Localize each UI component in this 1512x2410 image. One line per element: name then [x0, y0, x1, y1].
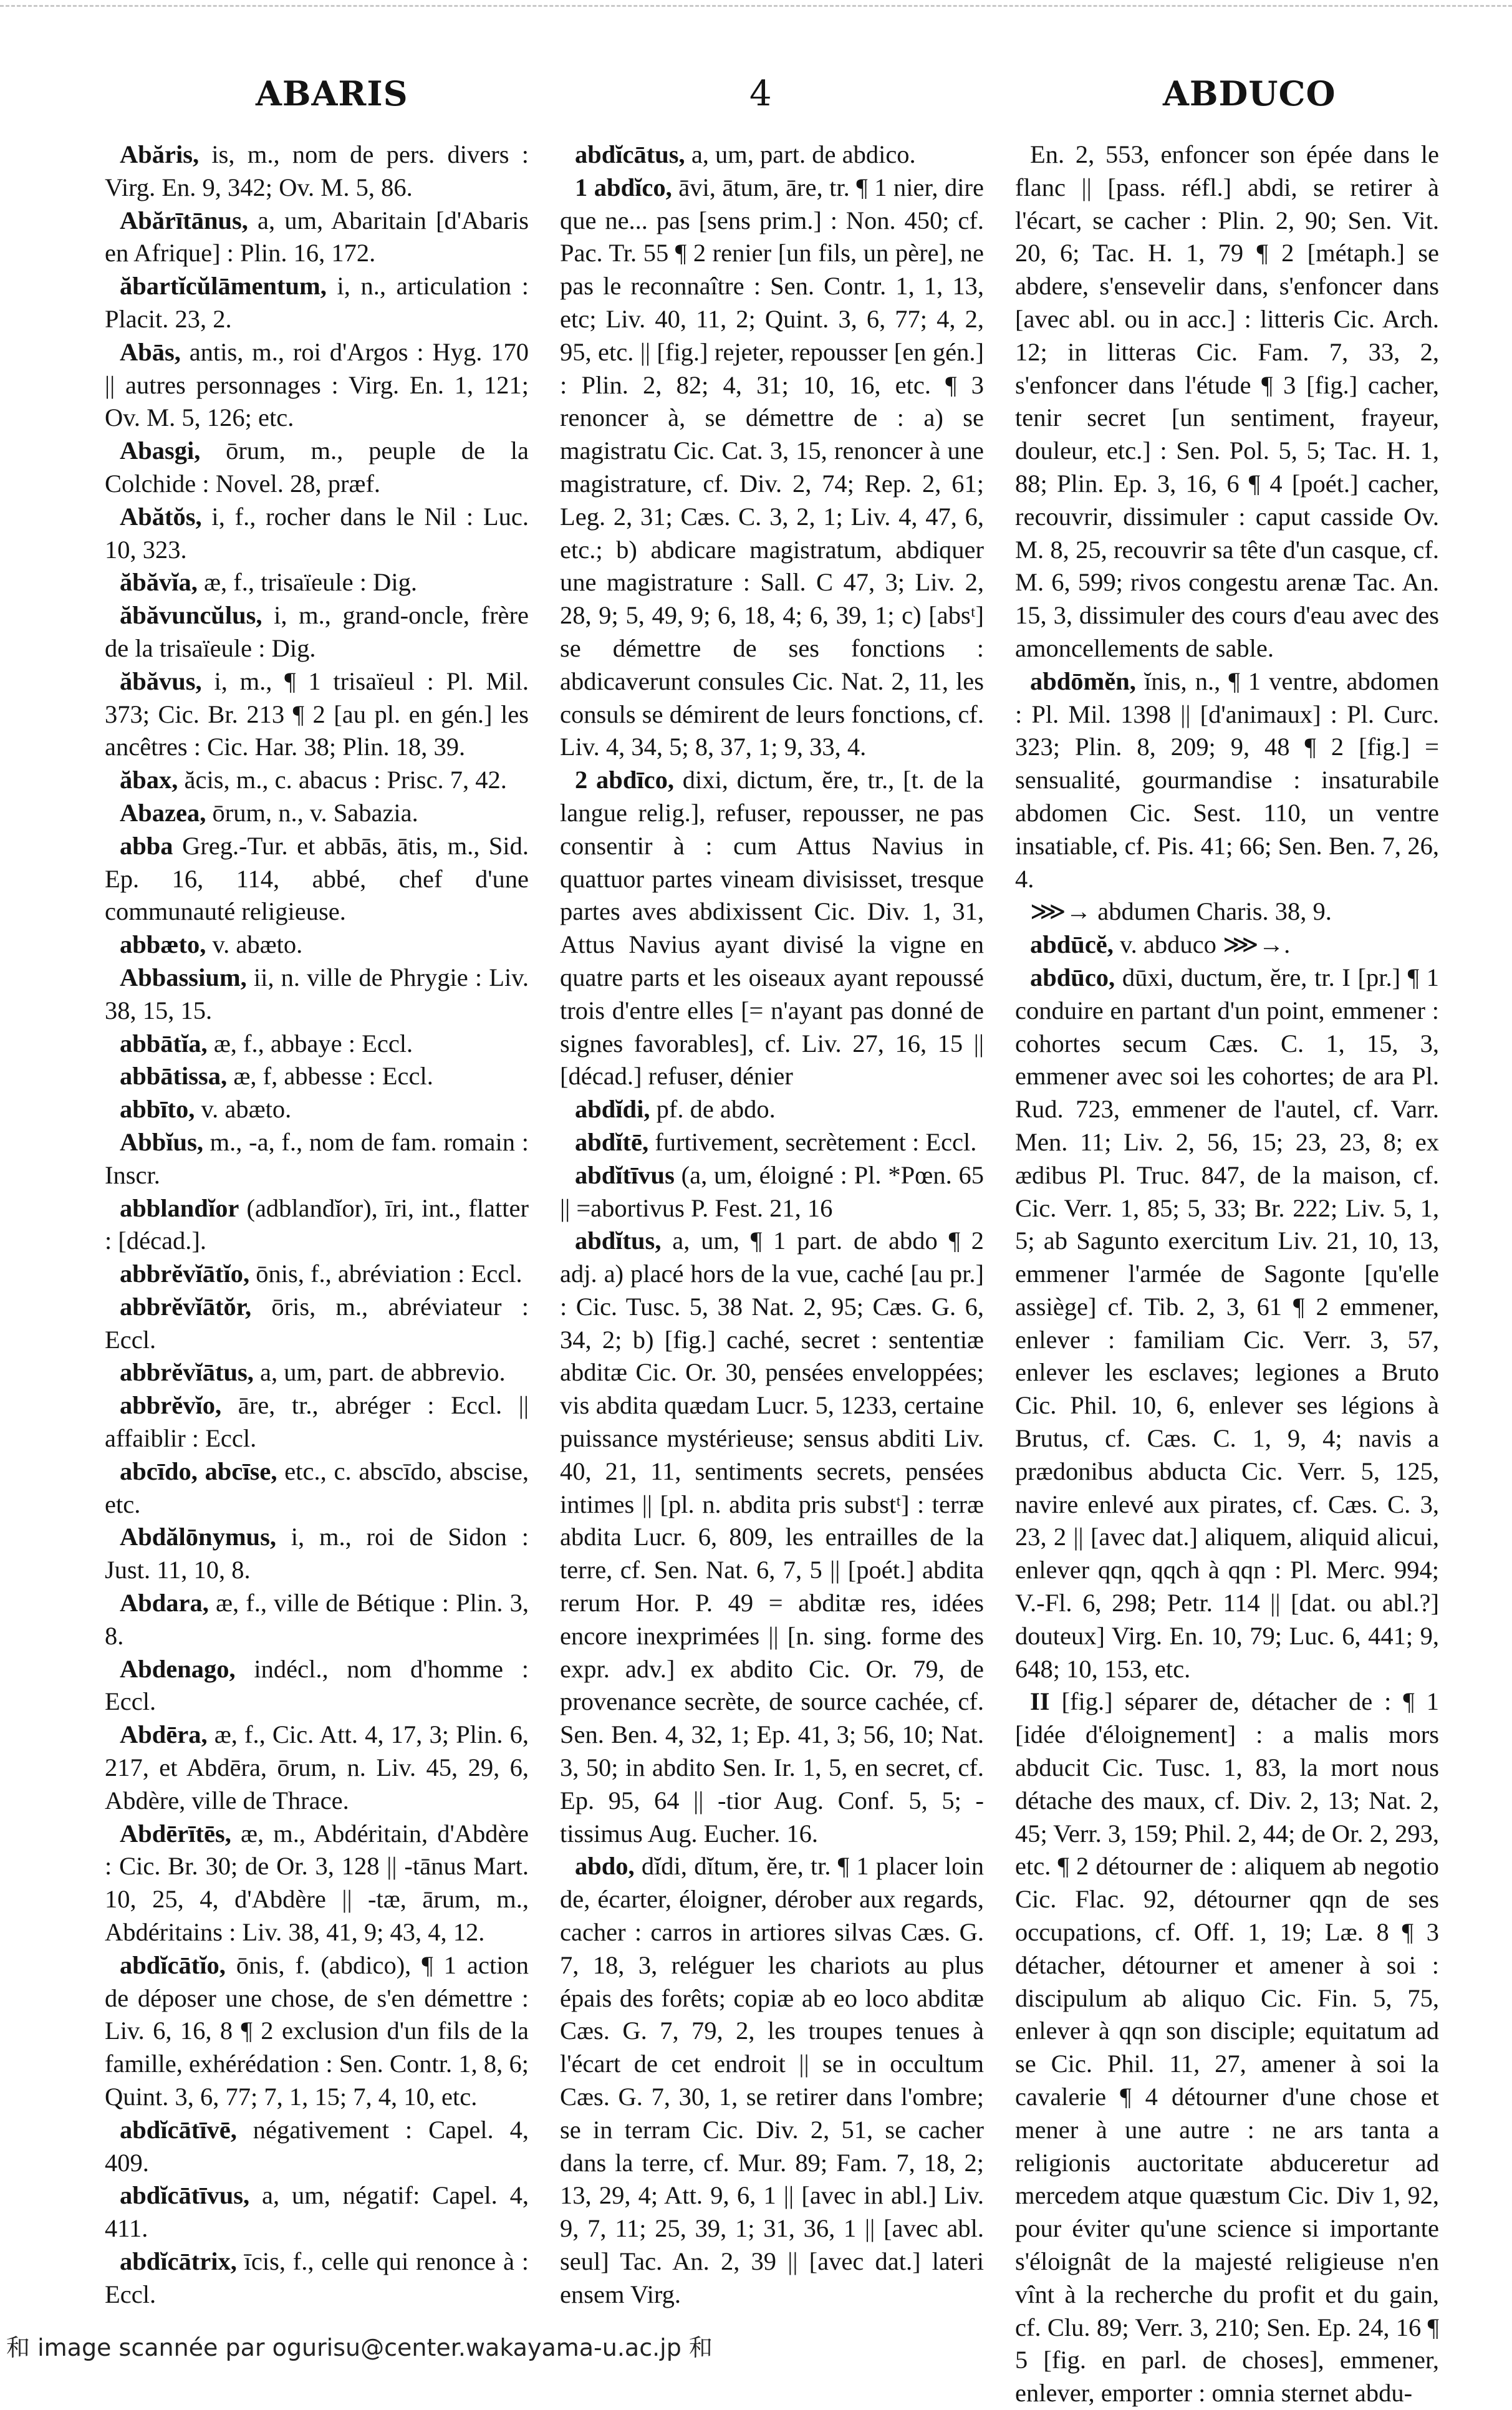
- entry-headword: abdūco,: [1030, 963, 1115, 991]
- dictionary-entry: [1015, 138, 1439, 665]
- entry-definition: ĭnis, n., ¶ 1 ventre, abdomen : Pl. Mil. 1398 || [d'animaux] : Pl. Curc. 323; Plin. 8, 209; 9, 48 ¶ 2 [fig.] = sensualité, gourmandise : insaturabile abdomen Cic. Sest. 110, un ventre insatiable, cf. Pis. 41; 66; Sen. Ben. 7, 26, 4.: [1015, 667, 1439, 893]
- entry-headword: ăbăvuncŭlus,: [120, 601, 262, 630]
- column-2: [560, 138, 985, 2308]
- entry-definition: pf. de abdo.: [650, 1095, 776, 1124]
- entry-definition: i, m., ¶ 1 trisaïeul : Pl. Mil. 373; Cic. Br. 213 ¶ 2 [au pl. en gén.] les ancêtres : Cic. Har. 38; Plin. 18, 39.: [105, 667, 529, 761]
- entry-headword: abdĭtus,: [575, 1227, 662, 1255]
- dictionary-entry: [105, 566, 529, 599]
- entry-definition: a, um, Abaritain [d'Abaris en Afrique] : Plin. 16, 172.: [105, 206, 529, 268]
- entry-headword: Abăris,: [120, 140, 200, 168]
- dictionary-entry: [105, 1389, 529, 1455]
- entry-definition: īcis, f., celle qui renonce à : Eccl.: [105, 2247, 529, 2308]
- entry-definition: ii, n. ville de Phrygie : Liv. 38, 15, 15.: [105, 963, 529, 1024]
- entry-headword: II: [1030, 1687, 1050, 1716]
- entry-headword: abbīto,: [120, 1095, 195, 1124]
- dictionary-entry: [105, 138, 529, 205]
- entry-headword: abbrĕvĭātŏr,: [120, 1292, 252, 1321]
- entry-headword: abdĭcātīvus,: [120, 2181, 250, 2210]
- dictionary-entry: [1015, 962, 1439, 1686]
- entry-headword: abdĭcātus,: [575, 140, 685, 168]
- dictionary-entry: [105, 1126, 529, 1192]
- entry-definition: ōnis, f., abréviation : Eccl.: [249, 1260, 522, 1288]
- dictionary-entry: [105, 928, 529, 962]
- dictionary-entry: [105, 1291, 529, 1357]
- dictionary-entry: [105, 830, 529, 928]
- entry-definition: (a, um, éloigné : Pl. *Pœn. 65 || =abortivus P. Fest. 21, 16: [560, 1160, 984, 1222]
- entry-definition: æ, f., trisaïeule : Dig.: [197, 568, 417, 597]
- entry-definition: dixi, dictum, ĕre, tr., [t. de la langue relig.], refuser, repousser, ne pas consentir à : cum Attus Navius in quattuor partes vineam divisisset, tresque partes aves abdixissent Cic. Div. 1, 31, Attus Navius ayant divisé la vigne en quatre parts et les oiseaux ayant repoussé trois d'entre elles [= n'ayant pas donné de signes favorables], cf. Liv. 27, 16, 15 || [décad.] refuser, dénier: [560, 766, 985, 1091]
- entry-definition: etc., c. abscīdo, abscise, etc.: [105, 1457, 529, 1518]
- running-head-right: ABDUCO: [1163, 74, 1336, 113]
- entry-definition: i, f., rocher dans le Nil : Luc. 10, 323.: [105, 502, 529, 564]
- entry-headword: abbrĕvĭo,: [120, 1391, 222, 1420]
- entry-definition: æ, f., Cic. Att. 4, 17, 3; Plin. 6, 217, et Abdēra, ōrum, n. Liv. 45, 29, 6, Abdère, ville de Thrace.: [105, 1720, 529, 1815]
- page-header: [0, 74, 1512, 142]
- dictionary-entry: [560, 1225, 984, 1850]
- dictionary-entry: [105, 435, 529, 501]
- dictionary-entry: [105, 1258, 529, 1291]
- entry-definition: v. abæto.: [206, 930, 303, 959]
- dictionary-entry: [105, 501, 529, 567]
- entry-definition: ăcis, m., c. abacus : Prisc. 7, 42.: [178, 766, 507, 794]
- entry-headword: abdĭdi,: [575, 1095, 650, 1124]
- dictionary-entry: [105, 1455, 529, 1521]
- dictionary-entry: [105, 797, 529, 830]
- dictionary-entry: [105, 764, 529, 797]
- entry-definition: dĭdi, dĭtum, ĕre, tr. ¶ 1 placer loin de, écarter, éloigner, dérober aux regards, cacher : carros in artiores silvas Cæs. G. 7, 18, 3, reléguer les chariots au plus épais des forêts; copiæ ab eo loco abditæ Cæs. G. 7, 79, 2, les troupes tenues à l'écart de cet endroit || se in occultum Cæs. G. 7, 30, 1, se retirer dans l'ombre; se in terram Cic. Div. 2, 51, se cacher dans la terre, cf. Mur. 89; Fam. 7, 18, 2; 13, 29, 4; Att. 9, 6, 1 || [avec in abl.] Liv. 9, 7, 11; 25, 39, 1; 31, 36, 1 || [avec abl. seul] Tac. An. 2, 39 || [avec dat.] lateri ensem Virg.: [560, 1852, 984, 2308]
- entry-headword: abdĭcātĭo,: [120, 1950, 226, 1979]
- entry-definition: ⋙→ abdumen Charis. 38, 9.: [1030, 897, 1332, 926]
- entry-definition: āvi, ātum, āre, tr. ¶ 1 nier, dire que ne... pas [sens prim.] : Non. 450; cf. Pac. Tr. 55 ¶ 2 renier [un fils, un père], ne pas le reconnaître : Sen. Contr. 1, 1, 13, etc; Liv. 40, 11, 2; Quint. 3, 6, 77; 4, 2, 95, etc. || [fig.] rejeter, repousser [en gén.] : Plin. 2, 82; 4, 31; 10, 16, etc. ¶ 3 renoncer à, se démettre de : a) se magistratu Cic. Cat. 3, 15, renoncer à une magistrature, cf. Div. 2, 74; Rep. 2, 61; Leg. 2, 31; Cæs. C. 3, 2, 1; Liv. 4, 47, 6, etc.; b) abdicare magistratum, abdiquer une magistrature : Sall. C 47, 3; Liv. 2, 28, 9; 5, 49, 9; 6, 18, 4; 6, 39, 1; c) [absᵗ] se démettre de ses fonctions : abdicaverunt consules Cic. Nat. 2, 11, les consuls se démirent de leurs fonctions, cf. Liv. 4, 34, 5; 8, 37, 1; 9, 33, 4.: [560, 173, 985, 761]
- entry-definition: dūxi, ductum, ĕre, tr. I [pr.] ¶ 1 conduire en partant d'un point, emmener : cohortes secum Cæs. C. 1, 15, 3, emmener avec soi les cohortes; de ara Pl. Rud. 723, emmener de l'autel, cf. Varr. Men. 11; Liv. 2, 56, 15; 23, 23, 8; ex ædibus Pl. Truc. 847, de la maison, cf. Cic. Verr. 1, 85; 5, 33; Br. 222; Liv. 5, 1, 5; ab Sagunto exercitum Liv. 21, 10, 13, emmener l'armée de Sagonte [qu'elle assiège] cf. Tib. 2, 3, 61 ¶ 2 emmener, enlever : familiam Cic. Verr. 3, 57, enlever les esclaves; legiones a Bruto Cic. Phil. 10, 6, enlever ses légions à Brutus, cf. Cæs. C. 1, 9, 4; navis a prædonibus abducta Cic. Verr. 5, 125, navire enlevé aux pirates, cf. Cæs. C. 3, 23, 2 || [avec dat.] aliquem, aliquid alicui, enlever qqn, qqch à qqn : Pl. Merc. 994; V.-Fl. 6, 298; Petr. 114 || [dat. ou abl.?] douteux] Virg. En. 10, 79; Luc. 6, 441; 9, 648; 10, 153, etc.: [1015, 963, 1439, 1683]
- dictionary-entry: [560, 1093, 984, 1126]
- dictionary-entry: [105, 1587, 529, 1653]
- dictionary-entry: [105, 962, 529, 1028]
- entry-definition: āre, tr., abréger : Eccl. || affaiblir : Eccl.: [105, 1391, 529, 1453]
- entry-definition: æ, f., abbaye : Eccl.: [207, 1029, 413, 1058]
- running-head-left: ABARIS: [256, 74, 408, 113]
- dictionary-entry: [1015, 928, 1439, 962]
- entry-headword: abdo,: [575, 1852, 635, 1881]
- entry-definition: æ, m., Abdéritain, d'Abdère : Cic. Br. 30; de Or. 3, 128 || -tānus Mart. 10, 25, 4, d'Abdère || -tæ, ārum, m., Abdéritains : Liv. 38, 41, 9; 43, 4, 12.: [105, 1819, 529, 1947]
- page-number: 4: [749, 74, 772, 114]
- entry-definition: indécl., nom d'homme : Eccl.: [105, 1654, 529, 1716]
- dictionary-entry: [105, 1521, 529, 1587]
- entry-headword: Abbĭus,: [120, 1127, 203, 1156]
- dictionary-entry: [1015, 1685, 1439, 2410]
- entry-headword: abcīdo, abcīse,: [120, 1457, 277, 1485]
- dictionary-entry: [105, 2114, 529, 2180]
- entry-definition: antis, m., roi d'Argos : Hyg. 170 || autres personnages : Virg. En. 1, 121; Ov. M. 5, 126; etc.: [105, 337, 529, 432]
- entry-headword: abdĭtē,: [575, 1127, 649, 1156]
- entry-headword: ăbăvus,: [120, 667, 202, 695]
- entry-definition: ōrum, m., peuple de la Colchide : Novel. 28, præf.: [105, 436, 529, 498]
- entry-headword: abdūcĕ,: [1030, 930, 1114, 959]
- entry-headword: Abdenago,: [120, 1654, 236, 1683]
- entry-definition: æ, f, abbesse : Eccl.: [227, 1062, 433, 1091]
- dictionary-entry: [1015, 895, 1439, 928]
- entry-headword: abbæto,: [120, 930, 206, 959]
- dictionary-entry: [105, 1818, 529, 1949]
- entry-headword: Abărītānus,: [120, 206, 248, 234]
- dictionary-entry: [105, 1356, 529, 1389]
- entry-headword: Abdălōnymus,: [120, 1523, 276, 1551]
- dictionary-entry: [1015, 665, 1439, 896]
- entry-headword: 2 abdīco,: [575, 766, 674, 794]
- column-3: [1015, 138, 1439, 2408]
- entry-headword: Abazea,: [120, 798, 206, 827]
- scan-top-rule: [0, 5, 1512, 7]
- dictionary-entry: [105, 665, 529, 764]
- entry-headword: abbātĭa,: [120, 1029, 208, 1058]
- dictionary-entry: [105, 1028, 529, 1061]
- entry-headword: abbātissa,: [120, 1062, 228, 1091]
- dictionary-entry: [560, 764, 984, 1093]
- entry-definition: i, m., roi de Sidon : Just. 11, 10, 8.: [105, 1523, 529, 1584]
- entry-headword: abblandĭor: [120, 1193, 239, 1222]
- entry-definition: a, um, part. de abdico.: [685, 140, 916, 168]
- entry-definition: i, m., grand-oncle, frère de la trisaïeule : Dig.: [105, 601, 529, 662]
- dictionary-entry: [105, 2179, 529, 2245]
- entry-definition: æ, f., ville de Bétique : Plin. 3, 8.: [105, 1589, 529, 1650]
- dictionary-entry: [560, 1126, 984, 1159]
- entry-headword: abba: [120, 831, 173, 860]
- entry-definition: (adblandĭor), īri, int., flatter : [décad.].: [105, 1193, 529, 1255]
- entry-definition: a, um, ¶ 1 part. de abdo ¶ 2 adj. a) placé hors de la vue, caché [au pr.] : Cic. Tusc. 5, 38 Nat. 2, 95; Cæs. G. 6, 34, 2; b) [fig.] caché, secret : sententiæ abditæ Cic. Or. 30, pensées enveloppées; vis abdita quædam Lucr. 5, 1233, certaine puissance mystérieuse; sensus abditi Liv. 40, 21, 11, sentiments secrets, pensées intimes || [pl. n. abdita pris substᵗ] : terræ abdita Lucr. 6, 809, les entrailles de la terre, cf. Sen. Nat. 6, 7, 5 || [poét.] abdita rerum Hor. P. 49 = abditæ res, idées encore inexprimées || [n. sing. forme des expr. adv.] ex abdito Cic. Or. 79, de provenance secrète, de source cachée, cf. Sen. Ben. 4, 32, 1; Ep. 41, 3; 56, 10; Nat. 3, 50; in abdito Sen. Ir. 1, 5, en secret, cf. Ep. 95, 64 || -tior Aug. Conf. 5, 5; -tissimus Aug. Eucher. 16.: [560, 1227, 984, 1848]
- entry-definition: i, n., articulation : Placit. 23, 2.: [105, 272, 529, 333]
- dictionary-entry: [105, 599, 529, 665]
- entry-headword: Abdara,: [120, 1589, 209, 1617]
- dictionary-entry: [105, 270, 529, 336]
- dictionary-entry: [105, 1949, 529, 2114]
- entry-headword: abbrĕvĭātĭo,: [120, 1260, 250, 1288]
- entry-definition: a, um, part. de abbrevio.: [253, 1358, 506, 1387]
- dictionary-entry: [105, 336, 529, 435]
- entry-headword: Abās,: [120, 337, 181, 366]
- entry-definition: v. abæto.: [195, 1095, 292, 1124]
- entry-definition: ōris, m., abréviateur : Eccl.: [105, 1292, 529, 1354]
- entry-headword: abdōmĕn,: [1030, 667, 1136, 695]
- entry-headword: ăbartĭcŭlāmentum,: [120, 272, 327, 301]
- dictionary-entry: [105, 1060, 529, 1093]
- entry-headword: ăbăvĭa,: [120, 568, 198, 597]
- entry-definition: furtivement, secrètement : Eccl.: [648, 1127, 977, 1156]
- dictionary-entry: [105, 205, 529, 271]
- scan-credit-footer: 和 image scannée par ogurisu@center.wakayama-u.ac.jp 和: [6, 2334, 713, 2361]
- entry-definition: is, m., nom de pers. divers : Virg. En. 9, 342; Ov. M. 5, 86.: [105, 140, 529, 201]
- dictionary-entry: [560, 171, 984, 764]
- entry-headword: ăbax,: [120, 766, 178, 794]
- entry-headword: Abbassium,: [120, 963, 247, 991]
- entry-headword: abdĭtīvus: [575, 1160, 675, 1189]
- entry-definition: a, um, négatif: Capel. 4, 411.: [105, 2181, 529, 2243]
- entry-definition: v. abduco ⋙→.: [1113, 930, 1291, 959]
- entry-headword: Abasgi,: [120, 436, 201, 465]
- entry-headword: abdĭcātrix,: [120, 2247, 237, 2275]
- entry-headword: abbrĕvĭātus,: [120, 1358, 254, 1387]
- dictionary-entry: [105, 1093, 529, 1126]
- entry-headword: Abătŏs,: [120, 502, 202, 531]
- entry-headword: Abdērītēs,: [120, 1819, 231, 1848]
- dictionary-entry: [105, 1653, 529, 1719]
- dictionary-entry: [105, 1718, 529, 1817]
- dictionary-entry: [560, 1850, 984, 2311]
- entry-definition: m., -a, f., nom de fam. romain : Inscr.: [105, 1127, 529, 1189]
- entry-definition: Greg.-Tur. et abbās, ātis, m., Sid. Ep. 16, 114, abbé, chef d'une communauté religieuse.: [105, 831, 529, 926]
- entry-headword: 1 abdĭco,: [575, 173, 672, 201]
- entry-headword: abdĭcātīvē,: [120, 2115, 237, 2144]
- entry-definition: ōnis, f. (abdico), ¶ 1 action de déposer une chose, de s'en démettre : Liv. 6, 16, 8 ¶ 2 exclusion d'un fils de la famille, exhérédation : Sen. Contr. 1, 8, 6; Quint. 3, 6, 77; 7, 1, 15; 7, 4, 10, etc.: [105, 1950, 529, 2111]
- column-1: [105, 138, 529, 2308]
- entry-definition: [fig.] séparer de, détacher de : ¶ 1 [idée d'éloignement] : a malis mors abducit Cic. Tusc. 1, 83, la mort nous détache des maux, cf. Div. 2, 13; Nat. 2, 45; Verr. 3, 159; Phil. 2, 44; de Or. 2, 293, etc. ¶ 2 détourner de : aliquem ab negotio Cic. Flac. 92, détourner qqn de ses occupations, cf. Off. 1, 19; Læ. 8 ¶ 3 détacher, détourner et amener à soi : discipulum ab aliquo Cic. Fin. 5, 75, enlever à qqn son disciple; equitatum ad se Cic. Phil. 11, 27, amener à soi la cavalerie ¶ 4 détourner d'une chose et mener à une autre : ne ars tanta a religionis auctoritate abduceretur ad mercedem atque quæstum Cic. Div 1, 92, pour éviter qu'une science si importante s'éloignât de la majesté religieuse n'en vînt à la recherche du profit et du gain, cf. Clu. 89; Verr. 3, 210; Sen. Ep. 24, 16 ¶ 5 [fig. en parl. de choses], emmener, enlever, emporter : omnia sternet abdu-: [1015, 1687, 1439, 2408]
- entry-headword: Abdēra,: [120, 1720, 208, 1749]
- dictionary-entry: [560, 138, 984, 171]
- dictionary-entry: [105, 2245, 529, 2311]
- entry-definition: ōrum, n., v. Sabazia.: [206, 798, 418, 827]
- dictionary-entry: [105, 1192, 529, 1258]
- entry-definition: négativement : Capel. 4, 409.: [105, 2115, 529, 2177]
- dictionary-entry: [560, 1159, 984, 1225]
- entry-definition: En. 2, 553, enfoncer son épée dans le flanc || [pass. réfl.] abdi, se retirer à l'écart, se cacher : Plin. 2, 90; Sen. Vit. 20, 6; Tac. H. 1, 79 ¶ 2 [métaph.] se abdere, s'ensevelir dans, s'enfoncer dans [avec abl. ou in acc.] : litteris Cic. Arch. 12; in litteras Cic. Fam. 7, 33, 2, s'enfoncer dans l'étude ¶ 3 [fig.] cacher, tenir secret [un sentiment, frayeur, douleur, etc.] : Sen. Pol. 5, 5; Tac. H. 1, 88; Plin. Ep. 3, 16, 6 ¶ 4 [poét.] cacher, recouvrir, dissimuler : caput casside Ov. M. 8, 25, recouvrir sa tête d'un casque, cf. M. 6, 599; rivos congestu arenæ Tac. An. 15, 3, dissimuler des cours d'eau avec des amoncellements de sable.: [1015, 140, 1439, 662]
